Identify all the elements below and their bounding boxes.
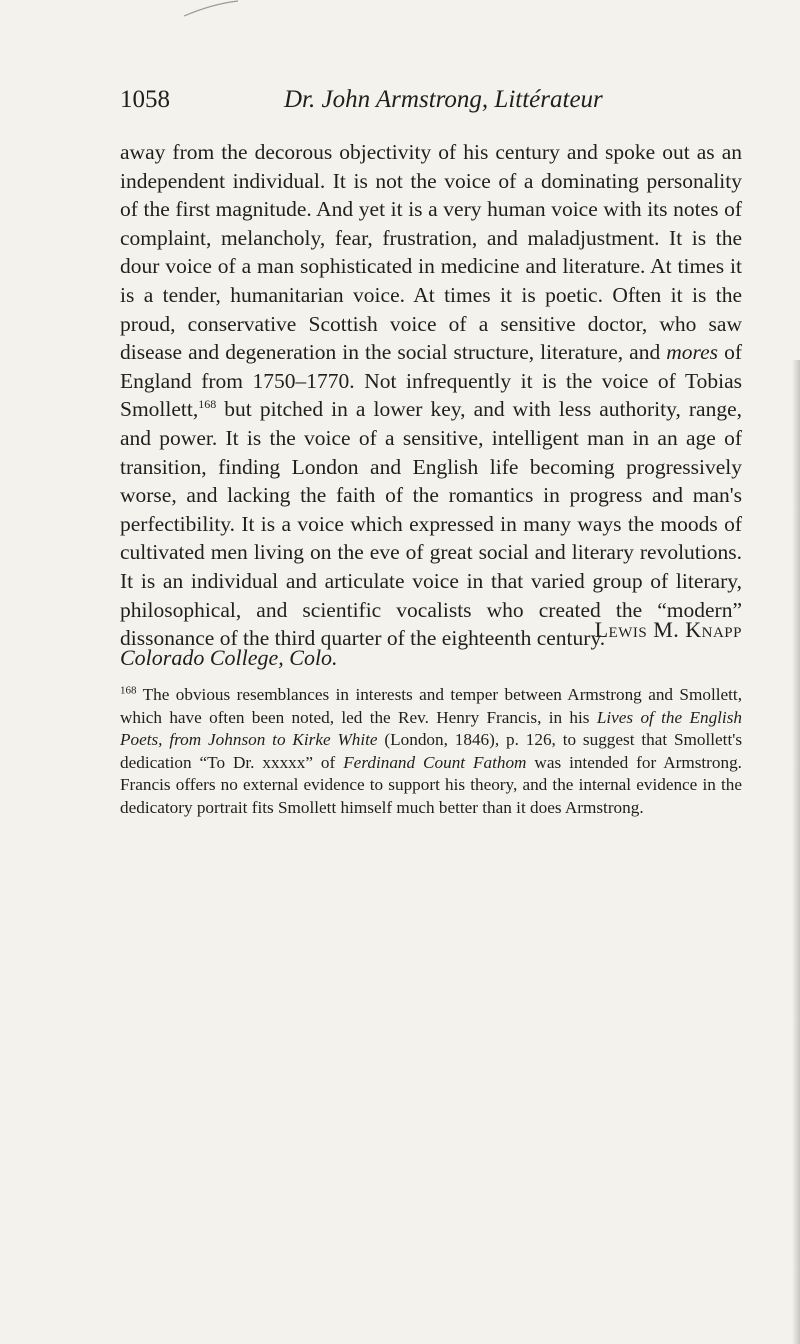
author-affiliation: Colorado College, Colo. <box>120 645 338 670</box>
footnote <box>120 684 742 820</box>
body-italic-mores: mores <box>666 340 719 365</box>
footnote-text-3: was intended for Armstrong. Francis offers no external evidence to support his theory, and the internal evidence in the dedicatory portrait fits Smollett himself much better than it does Armstrong. <box>120 752 742 817</box>
footnote-text-1: The obvious resemblances in interests and temper between Armstrong and Smollett, which have often been noted, led the Rev. Henry Francis, in his <box>120 685 742 727</box>
body-text-1: away from the decorous objectivity of his century and spoke out as an independent individual. It is not the voice of a dominating personality of the first magnitude. And yet it is a very human voice with its notes of complaint, melancholy, fear, frustration, and maladjustment. It is the dour voice of a man sophisticated in medicine and literature. At times it is a tender, humanitarian voice. At times it is poetic. Often it is the proud, conservative Scottish voice of a sensitive doctor, who saw disease and degeneration in the social structure, literature, and <box>120 140 742 365</box>
page-number: 1058 <box>120 86 170 113</box>
body-text-3: but pitched in a lower key, and with less authority, range, and power. It is the voice of a sensitive, intelligent man in an age of transition, finding London and English life becoming progressively worse, and lacking the faith of the romantics in progress and man's perfectibility. It is a voice which expressed in many ways the moods of cultivated men living on the eve of great social and literary revolutions. It is an individual and articulate voice in that varied group of literary, philosophical, and scientific vocalists who created the “modern” dissonance of the third quarter of the eighteenth century. <box>120 397 742 651</box>
page-edge-shadow <box>792 360 800 1344</box>
footnote-number: 168 <box>120 684 137 697</box>
footnote-text-2: (London, 1846), p. 126, to suggest that Smollett's dedication “To Dr. xxxxx” of <box>120 730 743 772</box>
scan-artifact <box>182 0 240 18</box>
running-head <box>120 86 740 118</box>
running-title: Dr. John Armstrong, Littérateur <box>284 86 603 113</box>
author-signature: Lewis M. Knapp <box>594 617 742 642</box>
body-paragraph <box>120 138 742 653</box>
footnote-ref[interactable]: 168 <box>198 397 217 412</box>
footnote-italic-lives: Lives of the English Poets, from Johnson to Kirke White <box>120 707 742 750</box>
footnote-italic-fathom: Ferdinand Count Fathom <box>343 752 527 772</box>
body-text-2: of England from 1750–1770. Not infrequently it is the voice of Tobias Smollett, <box>120 340 742 422</box>
